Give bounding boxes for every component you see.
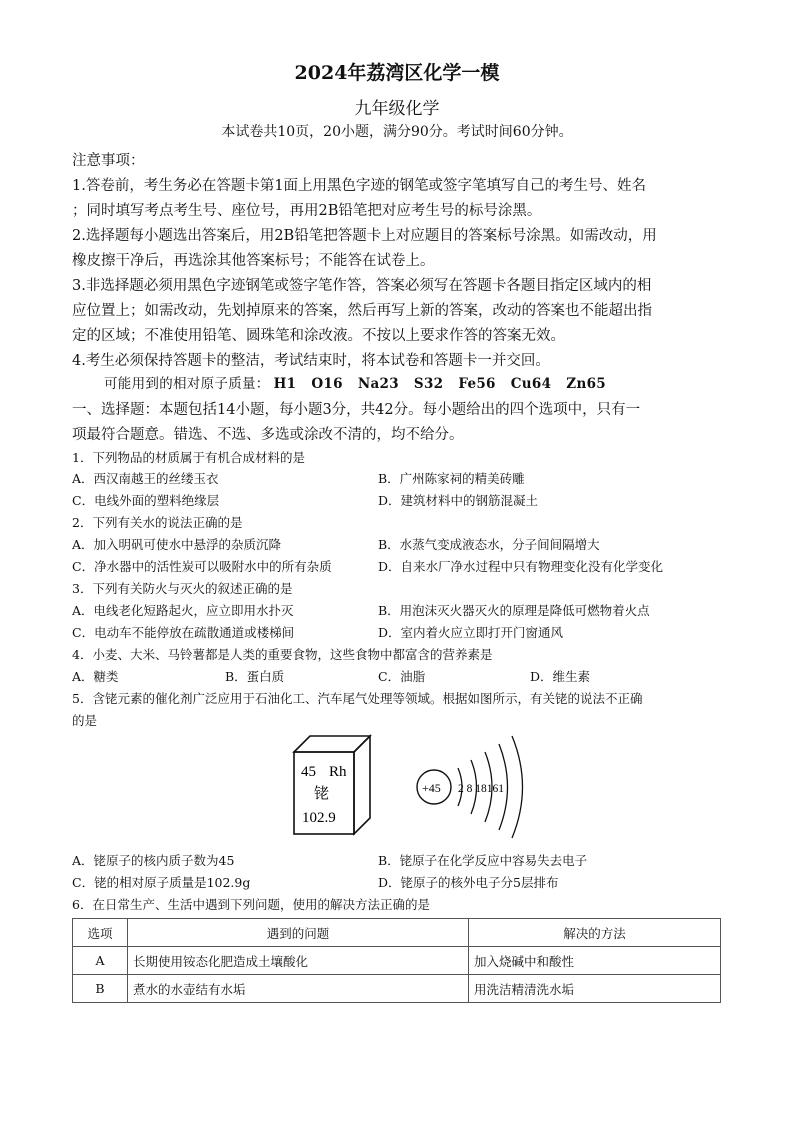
row-option: A xyxy=(73,947,128,975)
question-stem-cont: 的是 xyxy=(72,713,98,728)
note-line: 定的区域；不准使用铅笔、圆珠笔和涂改液。不按以上要求作答的答案无效。 xyxy=(72,328,565,344)
option-b: B．广州陈家祠的精美砖雕 xyxy=(378,471,525,486)
electron-shells: 2 8 18161 xyxy=(458,783,504,795)
option-b: B．蛋白质 xyxy=(225,669,285,684)
element-symbol: Rh xyxy=(329,764,347,780)
mass-item: Fe56 xyxy=(458,376,496,392)
option-d: D．建筑材料中的钢筋混凝土 xyxy=(378,493,539,508)
note-line: 应位置上；如需改动，先划掉原来的答案，然后再写上新的答案，改动的答案也不能超出指 xyxy=(72,303,652,319)
question-stem: 3．下列有关防火与灭火的叙述正确的是 xyxy=(72,581,293,596)
mass-item: H1 xyxy=(273,376,297,392)
option-d: D．自来水厂净水过程中只有物理变化没有化学变化 xyxy=(378,559,664,574)
nucleus-charge: +45 xyxy=(422,781,441,795)
element-cube xyxy=(294,736,370,834)
atomic-structure xyxy=(417,736,523,838)
mass-item: S32 xyxy=(413,376,444,392)
table-row xyxy=(73,975,721,1003)
rhodium-figure xyxy=(290,730,550,840)
option-a: A．电线老化短路起火，应立即用水扑灭 xyxy=(72,603,294,618)
question-stem: 2．下列有关水的说法正确的是 xyxy=(72,515,243,530)
row-solution: 用洗洁精清洗水垢 xyxy=(469,975,721,1003)
option-c: C．油脂 xyxy=(378,669,426,684)
note-line: 3.非选择题必须用黑色字迹钢笔或签字笔作答，答案必须写在答题卡各题目指定区域内的相 xyxy=(72,278,652,294)
mass-item: Zn65 xyxy=(566,376,606,392)
option-a: A．铑原子的核内质子数为45 xyxy=(72,853,235,868)
question-stem: 6．在日常生产、生活中遇到下列问题，使用的解决方法正确的是 xyxy=(72,897,430,912)
option-c: C．电线外面的塑料绝缘层 xyxy=(72,493,220,508)
option-c: C．净水器中的活性炭可以吸附水中的所有杂质 xyxy=(72,559,332,574)
section-heading: 一、选择题：本题包括14小题，每小题3分，共42分。每小题给出的四个选项中，只有一 xyxy=(72,402,641,418)
question-stem: 5．含铑元素的催化剂广泛应用于石油化工、汽车尾气处理等领域。根据如图所示，有关铑的说法不正确 xyxy=(72,691,643,706)
option-b: B．水蒸气变成液态水，分子间间隔增大 xyxy=(378,537,600,552)
note-line: 2.选择题每小题选出答案后，用2B铅笔把答题卡上对应题目的答案标号涂黑。如需改动，用 xyxy=(72,228,657,244)
header-option: 选项 xyxy=(73,919,128,947)
element-name: 铑 xyxy=(314,786,330,802)
option-a: A．西汉南越王的丝缕玉衣 xyxy=(72,471,219,486)
atomic-masses xyxy=(104,372,621,392)
mass-item: O16 xyxy=(311,376,343,392)
row-problem: 煮水的水壶结有水垢 xyxy=(128,975,469,1003)
row-solution: 加入烧碱中和酸性 xyxy=(469,947,721,975)
table-header-row xyxy=(73,919,721,947)
note-line: 1.答卷前，考生务必在答题卡第1面上用黑色字迹的钢笔或签字笔填写自己的考生号、姓名 xyxy=(72,178,647,194)
header-solution: 解决的方法 xyxy=(469,919,721,947)
exam-subtitle: 九年级化学 xyxy=(354,99,440,119)
option-b: B．用泡沫灭火器灭火的原理是降低可燃物着火点 xyxy=(378,603,650,618)
atomic-mass: 102.9 xyxy=(302,810,336,826)
exam-title: 2024年荔湾区化学一模 xyxy=(294,62,500,84)
option-d: D．铑原子的核外电子分5层排布 xyxy=(378,875,559,890)
exam-info: 本试卷共10页，20小题，满分90分。考试时间60分钟。 xyxy=(221,124,573,140)
row-problem: 长期使用铵态化肥造成土壤酸化 xyxy=(128,947,469,975)
mass-item: Cu64 xyxy=(510,376,552,392)
option-d: D．室内着火应立即打开门窗通风 xyxy=(378,625,564,640)
option-a: A．加入明矾可使水中悬浮的杂质沉降 xyxy=(72,537,282,552)
atomic-number: 45 xyxy=(301,764,316,780)
masses-label: 可能用到的相对原子质量： xyxy=(104,376,270,392)
mass-item: Na23 xyxy=(357,376,399,392)
option-c: C．电动车不能停放在疏散通道或楼梯间 xyxy=(72,625,295,640)
note-line: ；同时填写考点考生号、座位号，再用2B铅笔把对应考生号的标号涂黑。 xyxy=(72,203,542,219)
solutions-table xyxy=(72,918,721,1003)
row-option: B xyxy=(73,975,128,1003)
option-c: C．铑的相对原子质量是102.9g xyxy=(72,875,251,890)
option-a: A．糖类 xyxy=(72,669,119,684)
table-row xyxy=(73,947,721,975)
question-stem: 4．小麦、大米、马铃薯都是人类的重要食物，这些食物中都富含的营养素是 xyxy=(72,647,493,662)
note-line: 4.考生必须保持答题卡的整洁，考试结束时，将本试卷和答题卡一并交回。 xyxy=(72,353,550,369)
note-line: 橡皮擦干净后，再选涂其他答案标号；不能答在试卷上。 xyxy=(72,253,435,269)
section-heading: 项最符合题意。错选、不选、多选或涂改不清的，均不给分。 xyxy=(72,427,464,443)
notes-heading: 注意事项： xyxy=(72,153,145,169)
header-problem: 遇到的问题 xyxy=(128,919,469,947)
question-stem: 1．下列物品的材质属于有机合成材料的是 xyxy=(72,450,305,465)
option-b: B．铑原子在化学反应中容易失去电子 xyxy=(378,853,588,868)
option-d: D．维生素 xyxy=(530,669,591,684)
